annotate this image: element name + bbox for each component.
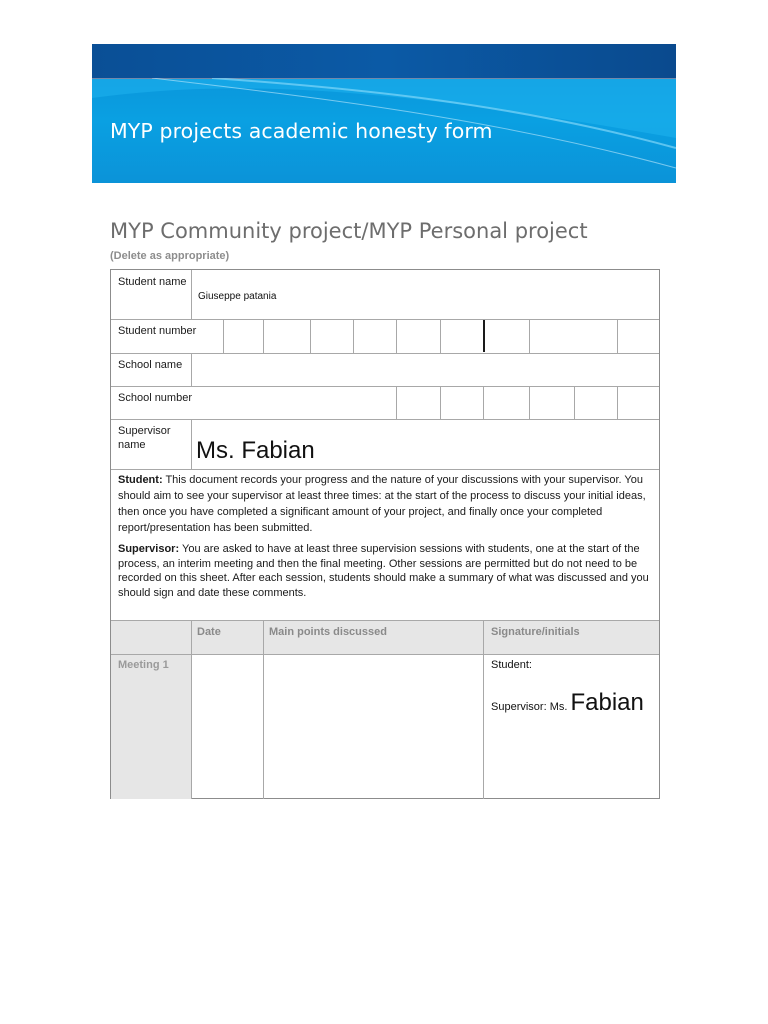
row-divider [111, 319, 659, 320]
row-divider [111, 386, 659, 387]
banner-top-stripe [92, 44, 676, 79]
student-signature[interactable]: Student: [491, 659, 532, 671]
student-instructions-lead: Student: [118, 474, 163, 486]
header-date: Date [197, 626, 221, 638]
digit-cell-divider [396, 319, 397, 353]
digit-cell-divider [617, 386, 618, 419]
supervisor-signature-prefix: Supervisor: Ms. [491, 701, 568, 713]
school-number-label: School number [118, 392, 192, 404]
project-type-title: MYP Community project/MYP Personal project [110, 219, 588, 243]
digit-cell-divider [529, 319, 530, 353]
project-type-note: (Delete as appropriate) [110, 250, 230, 262]
student-number-label: Student number [118, 325, 197, 337]
digit-cell-divider [529, 386, 530, 419]
student-instructions [118, 472, 656, 536]
supervision-form [110, 269, 660, 799]
digit-cell-divider [617, 319, 618, 353]
supervisor-instructions [118, 542, 656, 600]
col-divider [191, 270, 192, 319]
digit-cell-divider [440, 386, 441, 419]
digit-cell-divider [263, 319, 264, 353]
student-name-value[interactable]: Giuseppe patania [198, 291, 277, 302]
col-divider [191, 419, 192, 469]
row-divider [111, 654, 659, 655]
digit-cell-divider [223, 319, 224, 353]
digit-cell-divider [440, 319, 441, 353]
meeting-label-column [111, 655, 191, 799]
digit-cell-divider [310, 319, 311, 353]
supervisor-signature[interactable] [491, 689, 644, 717]
digit-cell-divider-bold [483, 320, 485, 352]
supervisor-name-value[interactable]: Ms. Fabian [196, 437, 315, 464]
row-divider [111, 469, 659, 470]
supervisor-instructions-lead: Supervisor: [118, 543, 180, 555]
header-signature: Signature/initials [491, 626, 580, 638]
header-main-points: Main points discussed [269, 626, 387, 638]
supervisor-name-label: Supervisor name [118, 425, 171, 451]
student-instructions-text: This document records your progress and the nature of your discussions with your supervisor. You should aim to see your supervisor at least three times: at the start of the process to discuss your initial ideas, then once you have completed a significant amount of your project, and finally once your completed report/presentation has been submitted. [118, 474, 646, 534]
digit-cell-divider [396, 386, 397, 419]
supervisor-signature-name: Fabian [570, 689, 644, 716]
school-name-label: School name [118, 359, 183, 371]
student-name-label: Student name [118, 276, 187, 288]
header-banner [92, 44, 676, 183]
row-divider [111, 353, 659, 354]
supervisor-instructions-text: You are asked to have at least three supervision sessions with students, one at the start of the process, an interim meeting and then the final meeting. Other sessions are permitted but do not need to be recorded on this sheet. After each session, students should make a summary of what was discussed and you should sign and date these comments. [118, 543, 649, 599]
digit-cell-divider [483, 386, 484, 419]
col-divider [191, 353, 192, 386]
form-title: MYP projects academic honesty form [110, 119, 493, 143]
row-divider [111, 419, 659, 420]
col-divider [483, 621, 484, 799]
digit-cell-divider [353, 319, 354, 353]
meeting-1-label: Meeting 1 [118, 659, 169, 671]
digit-cell-divider [574, 386, 575, 419]
col-divider [263, 621, 264, 799]
col-divider [191, 621, 192, 799]
